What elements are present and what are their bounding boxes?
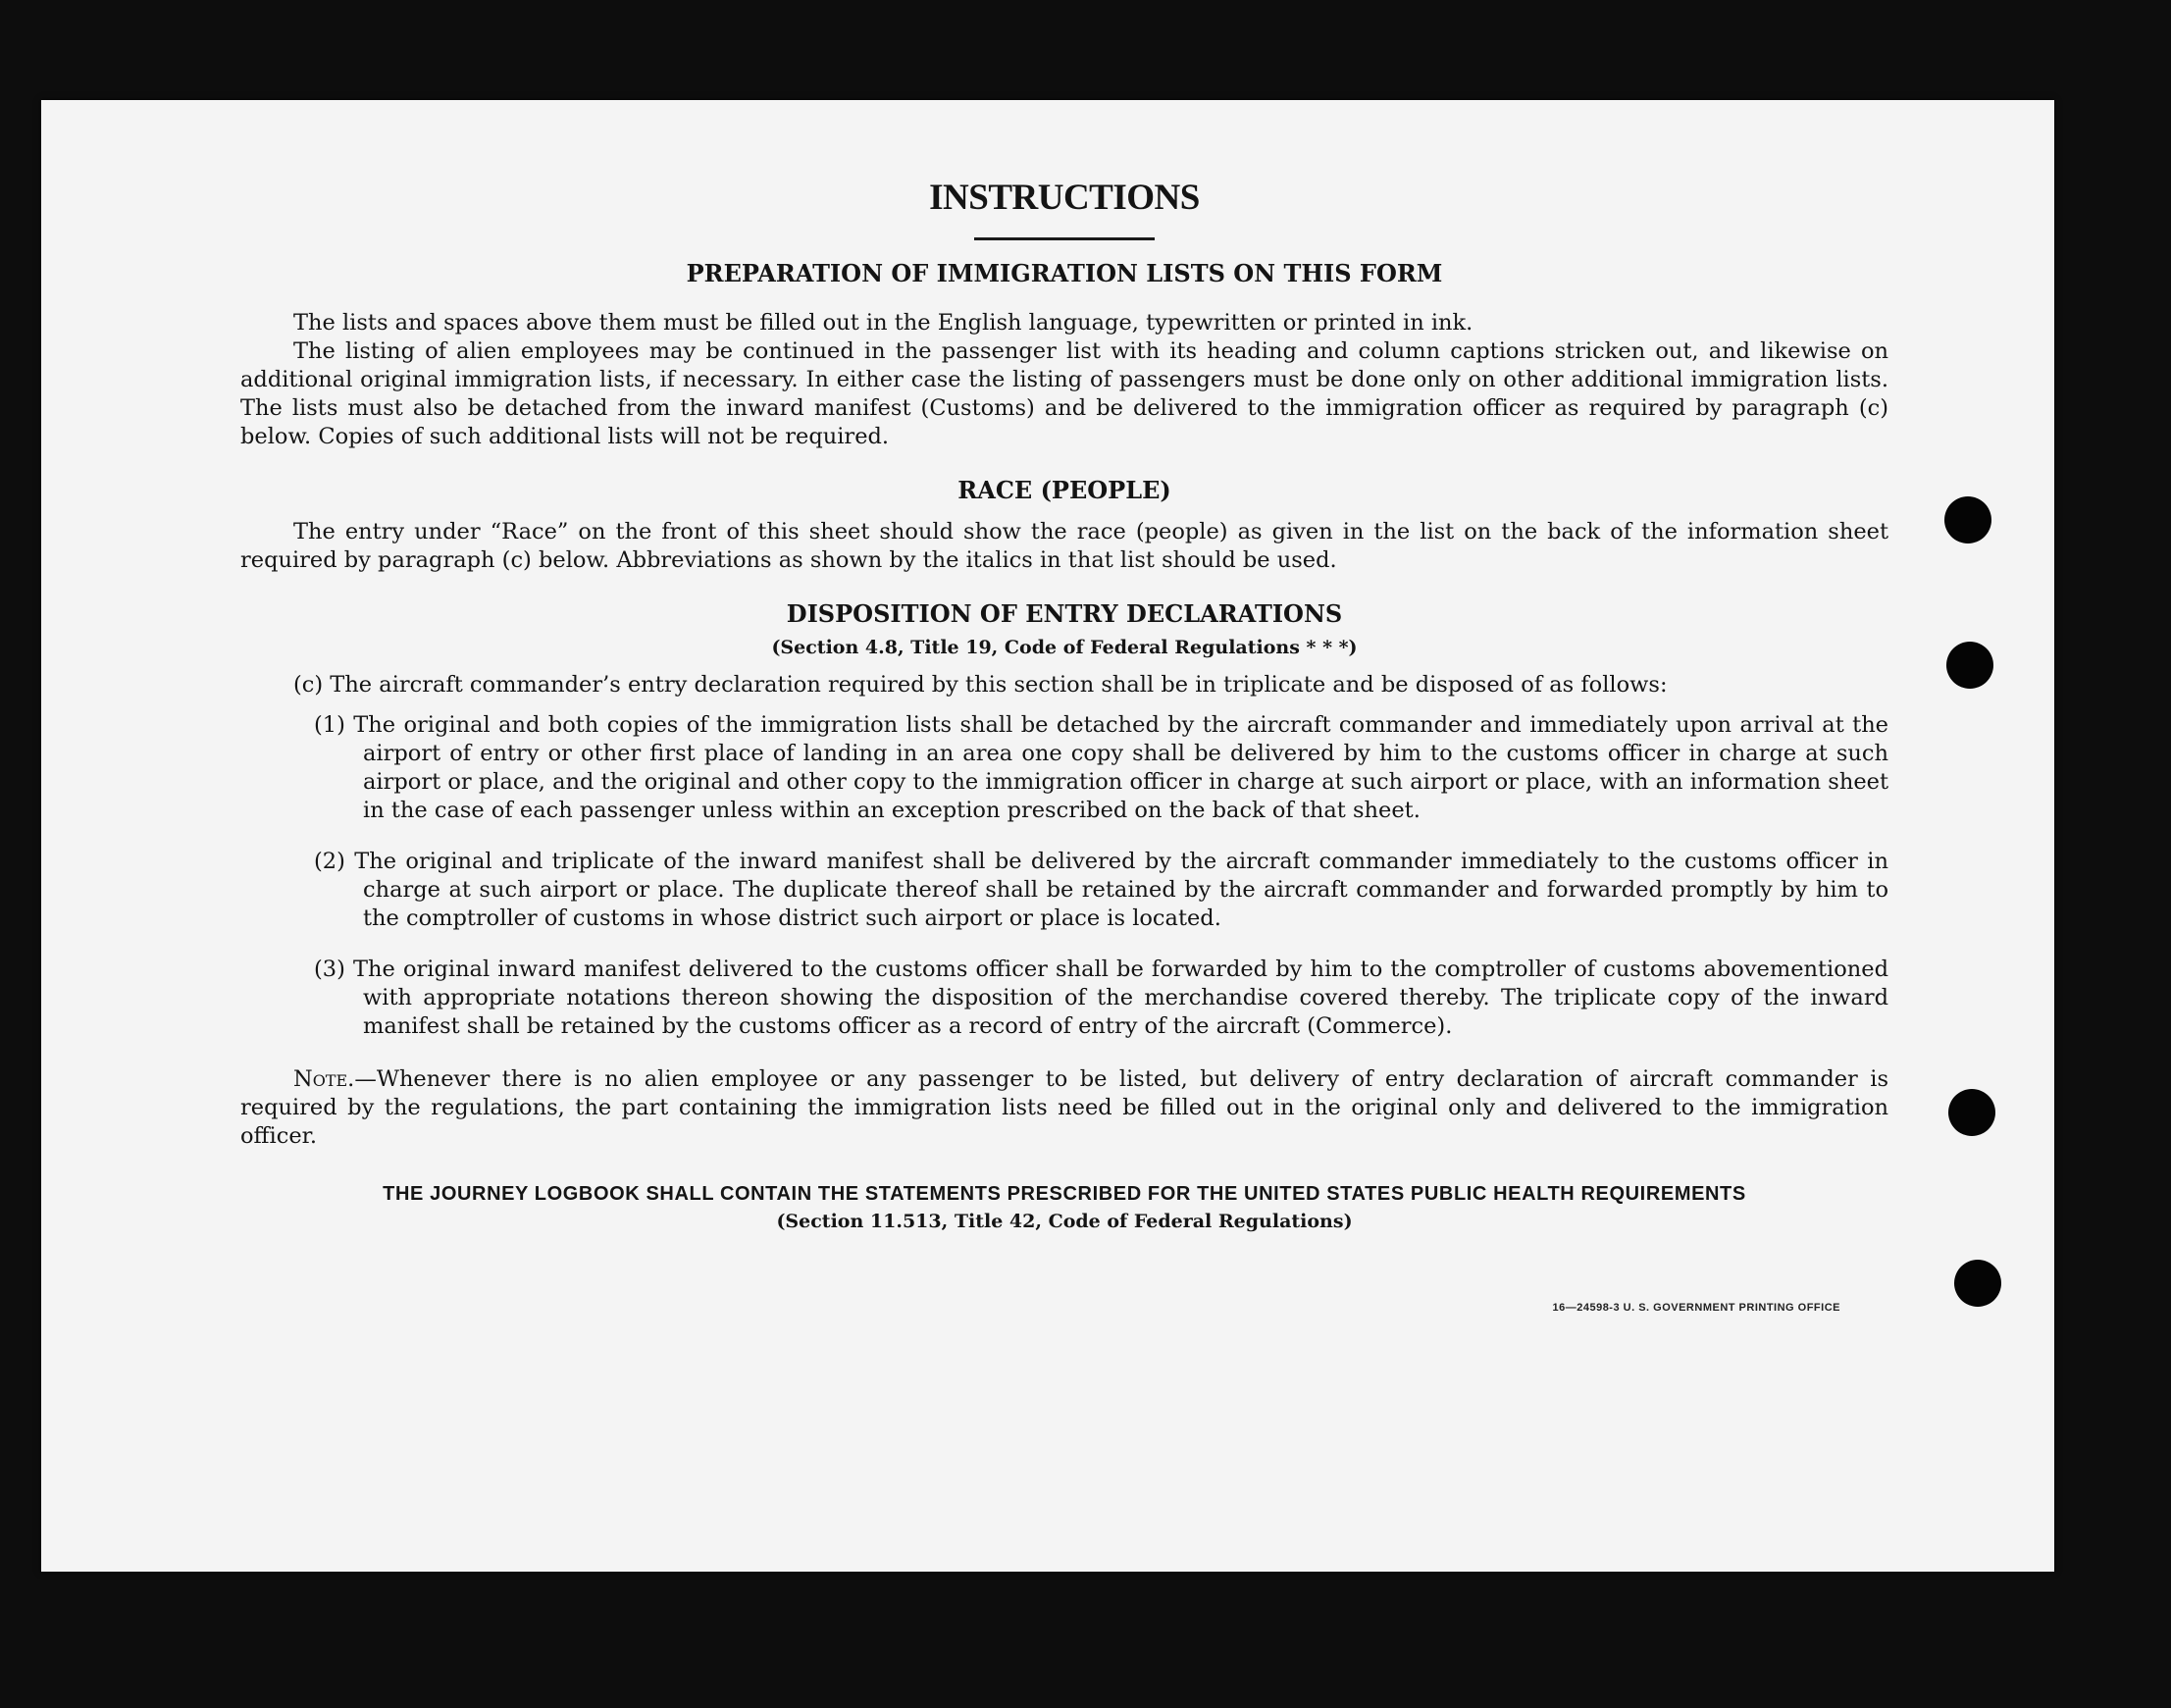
logbook-citation: (Section 11.513, Title 42, Code of Federal Regulations)	[776, 1211, 1353, 1232]
disposition-intro: (c) The aircraft commander’s entry declaration required by this section shall be in triplicate and be disposed of as follows:	[293, 672, 1668, 698]
punch-hole	[1954, 1260, 2001, 1307]
title-underline	[974, 237, 1155, 240]
instructions-body	[240, 169, 1888, 1235]
preparation-paragraph-2: The listing of alien employees may be continued in the passenger list with its heading and column captions stricken out, and likewise on additional original immigration lists, if necessary. In either case the listing of passengers must be done only on other additional immigration lists. The lists must also be detached from the inward manifest (Customs) and be delivered to the immigration officer as required by paragraph (c) below. Copies of such additional lists will not be required.	[240, 338, 1888, 449]
disposition-heading: DISPOSITION OF ENTRY DECLARATIONS	[786, 599, 1343, 628]
note-paragraph	[240, 1065, 1888, 1151]
race-heading: RACE (PEOPLE)	[957, 476, 1171, 504]
punch-hole	[1944, 496, 1991, 543]
punch-hole	[1946, 642, 1993, 689]
document-sheet	[41, 100, 2054, 1572]
printer-mark: 16—24598-3 U. S. GOVERNMENT PRINTING OFFICE	[1552, 1302, 1840, 1314]
disposition-item-3: (3) The original inward manifest delivered to the customs officer shall be forwarded by him to the comptroller of customs abovementioned with appropriate notations thereon showing the disposition of the merchandise covered thereby. The triplicate copy of the inward manifest shall be retained by the customs officer as a record of entry of the aircraft (Commerce).	[314, 957, 1888, 1039]
page-title: INSTRUCTIONS	[929, 178, 1200, 218]
disposition-item-1: (1) The original and both copies of the immigration lists shall be detached by the aircraft commander and immediately upon arrival at the airport of entry or other first place of landing in an area one copy shall be delivered by him to the customs officer in charge at such airport or place, and the original and other copy to the immigration officer in charge at such airport or place, with an information sheet in the case of each passenger unless within an exception prescribed on the back of that sheet.	[314, 712, 1888, 823]
disposition-item-2: (2) The original and triplicate of the inward manifest shall be delivered by the aircraft commander immediately to the customs officer in charge at such airport or place. The duplicate thereof shall be retained by the aircraft commander and forwarded promptly by him to the comptroller of customs in whose district such airport or place is located.	[314, 849, 1888, 931]
logbook-statement: THE JOURNEY LOGBOOK SHALL CONTAIN THE STATEMENTS PRESCRIBED FOR THE UNITED STATES PUBLIC HEALTH REQUIREMENTS	[383, 1183, 1746, 1205]
disposition-citation: (Section 4.8, Title 19, Code of Federal Regulations * * *)	[771, 637, 1358, 658]
preparation-paragraph-1: The lists and spaces above them must be filled out in the English language, typewritten or printed in ink.	[293, 310, 1473, 336]
note-label: Note.	[293, 1066, 355, 1092]
preparation-heading: PREPARATION OF IMMIGRATION LISTS ON THIS FORM	[686, 259, 1443, 287]
race-paragraph: The entry under “Race” on the front of this sheet should show the race (people) as given in the list on the back of the information sheet required by paragraph (c) below. Abbreviations as shown by the italics in that list should be used.	[240, 519, 1888, 573]
note-text: —Whenever there is no alien employee or any passenger to be listed, but delivery of entry declaration of aircraft commander is required by the regulations, the part containing the immigration lists need be filled out in the original only and delivered to the immigration officer.	[240, 1066, 1888, 1149]
punch-hole	[1948, 1089, 1995, 1136]
